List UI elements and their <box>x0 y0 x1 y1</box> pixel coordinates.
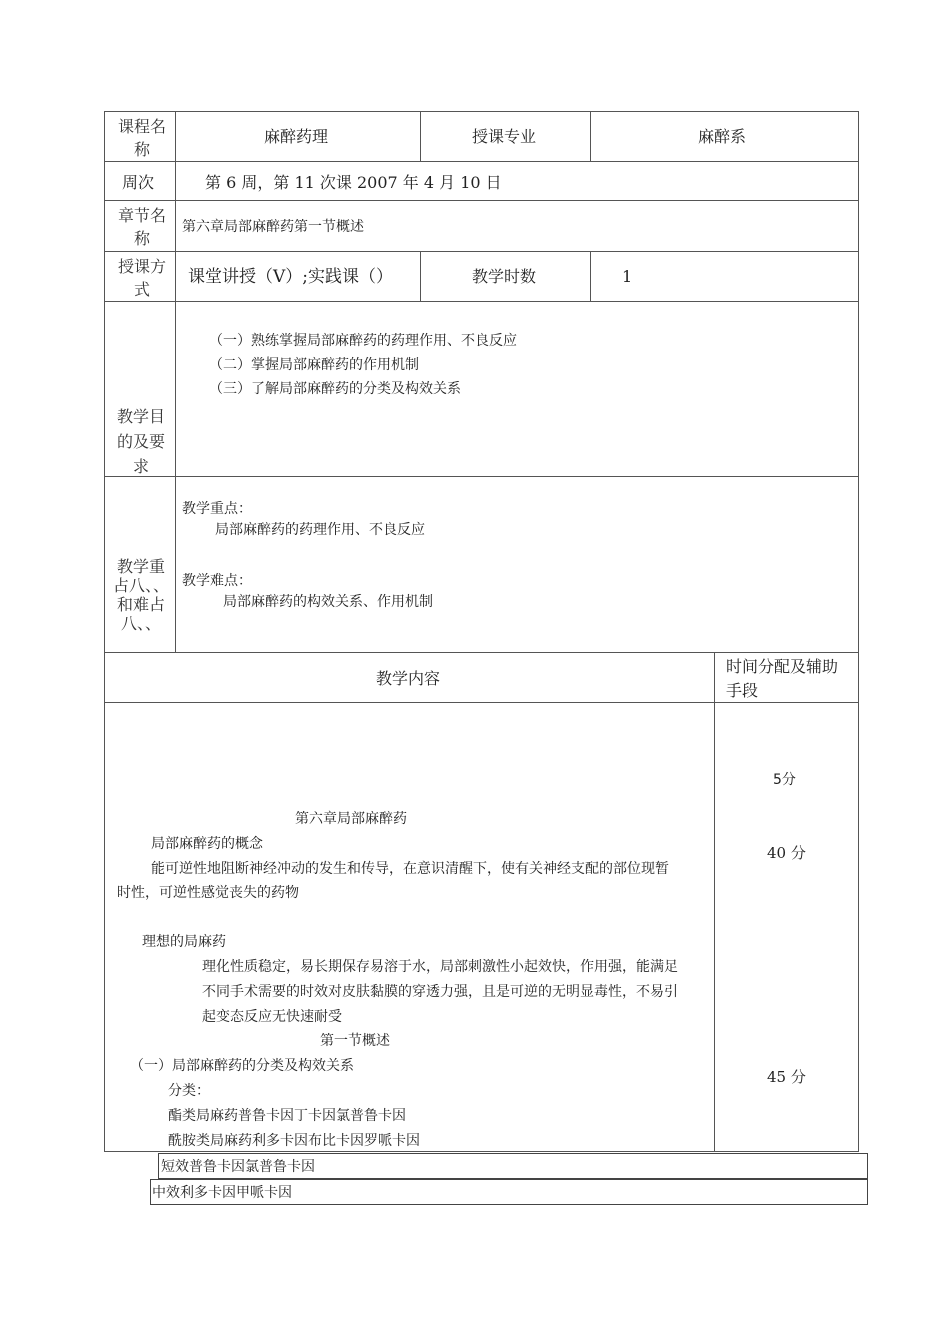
row-divider <box>104 161 859 162</box>
time-header-label: 时间分配及辅助手段 <box>726 657 839 700</box>
time-column-divider <box>714 652 715 1152</box>
chapter-heading: 第六章局部麻醉药 <box>295 811 407 827</box>
content-header-label: 教学内容 <box>376 669 441 688</box>
subsection-heading: （一）局部麻醉药的分类及构效关系 <box>130 1058 354 1074</box>
method-value: 课堂讲授（V）;实践课（） <box>188 267 394 287</box>
row-divider <box>104 652 859 653</box>
method-label: 授课方式 <box>117 257 166 299</box>
ideal-text: 理化性质稳定，易长期保存易溶于水，局部刺激性小起效快，作用强，能满足 <box>202 959 678 975</box>
objective-item: （一）熟练掌握局部麻醉药的药理作用、不良反应 <box>209 333 517 349</box>
course-name-value: 麻醉药理 <box>264 127 329 146</box>
focus-title: 教学重点： <box>182 501 252 517</box>
column-divider <box>420 111 421 161</box>
ideal-title: 理想的局麻药 <box>142 934 226 950</box>
objective-item: （二）掌握局部麻醉药的作用机制 <box>209 357 419 373</box>
objectives-label: 教学目的及要求 <box>116 407 165 476</box>
label-column-divider <box>175 111 176 652</box>
mid-acting-text: 中效利多卡因甲哌卡因 <box>152 1185 292 1201</box>
amide-class: 酰胺类局麻药利多卡因布比卡因罗哌卡因 <box>168 1133 420 1149</box>
short-acting-text: 短效普鲁卡因氯普鲁卡因 <box>161 1159 315 1175</box>
chapter-label: 章节名称 <box>117 206 166 248</box>
table-border-right <box>858 111 859 1152</box>
table-border-bottom <box>104 1151 859 1152</box>
time-allocation: 45 分 <box>767 1068 806 1086</box>
row-divider <box>104 301 859 302</box>
hours-value: 1 <box>622 267 633 286</box>
concept-text: 能可逆性地阻断神经冲动的发生和传导，在意识清醒下，使有关神经支配的部位现暂 <box>151 861 669 877</box>
row-divider <box>104 200 859 201</box>
concept-text: 时性，可逆性感觉丧失的药物 <box>117 885 299 901</box>
hours-label: 教学时数 <box>472 267 537 286</box>
column-divider <box>590 111 591 161</box>
week-label: 周次 <box>122 173 155 192</box>
week-value: 第 6 周，第 11 次课 2007 年 4 月 10 日 <box>205 173 502 192</box>
classification-label: 分类： <box>168 1083 210 1099</box>
time-allocation: 5分 <box>773 772 796 788</box>
ideal-text: 起变态反应无快速耐受 <box>202 1009 342 1025</box>
table-border-top <box>104 111 859 112</box>
row-divider <box>104 251 859 252</box>
major-label: 授课专业 <box>472 127 537 146</box>
key-points-label: 教学重占八、、和难占八、、 <box>112 557 169 633</box>
concept-title: 局部麻醉药的概念 <box>151 836 263 852</box>
time-allocation: 40 分 <box>767 844 806 862</box>
difficulty-title: 教学难点： <box>182 573 252 589</box>
column-divider <box>420 251 421 301</box>
column-divider <box>590 251 591 301</box>
ideal-text: 不同手术需要的时效对皮肤黏膜的穿透力强，且是可逆的无明显毒性，不易引 <box>202 984 678 1000</box>
difficulty-text: 局部麻醉药的构效关系、作用机制 <box>223 594 433 610</box>
ester-class: 酯类局麻药普鲁卡因丁卡因氯普鲁卡因 <box>168 1108 406 1124</box>
focus-text: 局部麻醉药的药理作用、不良反应 <box>215 522 425 538</box>
chapter-value: 第六章局部麻醉药第一节概述 <box>182 219 364 235</box>
table-border-left <box>104 111 105 1152</box>
objective-item: （三）了解局部麻醉药的分类及构效关系 <box>209 381 461 397</box>
course-name-label: 课程名称 <box>117 117 166 159</box>
section-heading: 第一节概述 <box>320 1033 390 1049</box>
row-divider <box>104 476 859 477</box>
major-value: 麻醉系 <box>698 127 747 146</box>
